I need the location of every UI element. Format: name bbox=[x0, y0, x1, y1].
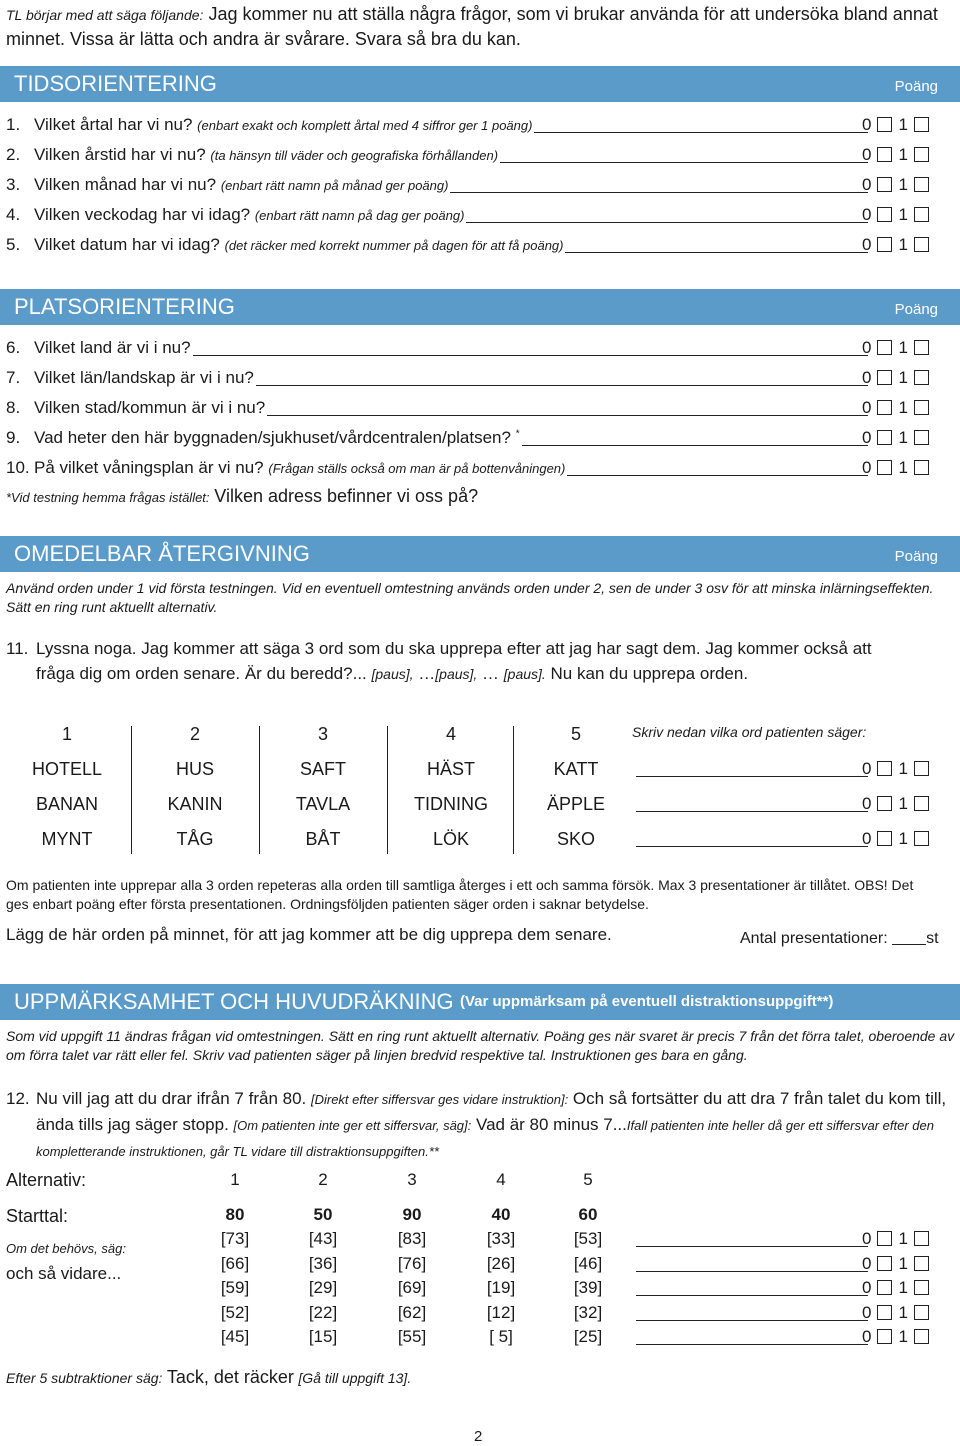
score-checkboxes bbox=[862, 1278, 935, 1298]
expected-answer: [32] bbox=[573, 1302, 603, 1322]
score-one-checkbox[interactable] bbox=[914, 1329, 929, 1344]
answer-line[interactable] bbox=[636, 846, 868, 847]
expected-answer: [52] bbox=[220, 1302, 250, 1322]
score-checkboxes bbox=[862, 368, 935, 388]
alternative-column-header: 1 bbox=[230, 1170, 240, 1189]
score-one-checkbox[interactable] bbox=[914, 430, 929, 445]
answer-line[interactable] bbox=[567, 475, 868, 476]
alternative-column-header: 4 bbox=[496, 1170, 506, 1189]
score-zero-checkbox[interactable] bbox=[877, 796, 892, 811]
expected-answer: [55] bbox=[397, 1327, 427, 1346]
question-number: 12. bbox=[6, 1089, 30, 1108]
expected-answer: [33] bbox=[486, 1229, 516, 1248]
score-checkboxes bbox=[862, 115, 935, 135]
after-question: Tack, det räcker bbox=[166, 1367, 294, 1387]
score-zero-label: 0 bbox=[862, 145, 872, 164]
score-zero-label: 0 bbox=[862, 458, 872, 477]
score-zero-checkbox[interactable] bbox=[877, 207, 892, 222]
question-part-b: [Direkt efter siffersvar ges vidare instruktion]: bbox=[310, 1092, 569, 1107]
answer-line[interactable] bbox=[636, 1320, 868, 1321]
question-row bbox=[6, 428, 520, 448]
start-number[interactable]: 80 bbox=[225, 1205, 245, 1224]
word-column-header: 4 bbox=[445, 724, 456, 744]
score-checkboxes bbox=[862, 1327, 935, 1347]
score-zero-checkbox[interactable] bbox=[877, 147, 892, 162]
section-header-omedelbar bbox=[0, 536, 960, 572]
question-text: Vilken veckodag har vi idag? bbox=[34, 205, 251, 224]
start-label: Starttal: bbox=[6, 1206, 69, 1226]
question-part-a: Nu vill jag att du drar ifrån 7 från 80. bbox=[36, 1089, 307, 1108]
pause-3: [paus]. bbox=[503, 666, 546, 682]
score-one-checkbox[interactable] bbox=[914, 1256, 929, 1271]
score-one-label: 1 bbox=[898, 1278, 908, 1297]
score-zero-label: 0 bbox=[862, 1327, 872, 1346]
recall-word[interactable]: BÅT bbox=[305, 829, 341, 849]
question-part-e: Vad är 80 minus 7... bbox=[476, 1115, 627, 1134]
score-one-checkbox[interactable] bbox=[914, 177, 929, 192]
question-note: (enbart rätt namn på dag ger poäng) bbox=[254, 208, 465, 223]
question-number: 9. bbox=[6, 428, 21, 447]
question-row bbox=[6, 205, 464, 225]
question-row bbox=[6, 175, 448, 195]
write-words-label: Skriv nedan vilka ord patienten säger: bbox=[632, 724, 867, 740]
word-column-header: 2 bbox=[189, 724, 200, 744]
score-checkboxes bbox=[862, 759, 935, 779]
score-zero-checkbox[interactable] bbox=[877, 1329, 892, 1344]
question-row bbox=[6, 145, 498, 165]
footnote-lead: *Vid testning hemma frågas istället: bbox=[6, 490, 210, 505]
score-one-label: 1 bbox=[898, 829, 908, 848]
section-title-note: (Var uppmärksam på eventuell distraktionsuppgift**) bbox=[460, 993, 834, 1010]
score-zero-checkbox[interactable] bbox=[877, 831, 892, 846]
question-number: 5. bbox=[6, 235, 21, 254]
answer-line[interactable] bbox=[636, 811, 868, 812]
score-column-label: Poäng bbox=[894, 548, 938, 565]
answer-line[interactable] bbox=[256, 385, 868, 386]
intro-lead: TL börjar med att säga följande: bbox=[6, 7, 204, 23]
recall-word[interactable]: BANAN bbox=[35, 794, 98, 814]
ellipsis-3: … bbox=[482, 664, 500, 683]
expected-answer: [22] bbox=[308, 1302, 338, 1322]
recall-word[interactable]: HÄST bbox=[426, 759, 475, 779]
expected-answer: [43] bbox=[308, 1229, 338, 1248]
score-one-label: 1 bbox=[898, 398, 908, 417]
recall-word[interactable]: HUS bbox=[175, 759, 214, 779]
recall-word[interactable]: KATT bbox=[553, 759, 599, 779]
question-number: 2. bbox=[6, 145, 21, 164]
expected-answer: [59] bbox=[220, 1278, 250, 1297]
answer-line[interactable] bbox=[636, 1246, 868, 1247]
score-one-label: 1 bbox=[898, 1229, 908, 1248]
recall-word[interactable]: ÄPPLE bbox=[546, 794, 606, 814]
section-header-tidsorientering bbox=[0, 66, 960, 102]
section-header-uppmarksamhet bbox=[0, 984, 960, 1020]
pause-1: [paus], bbox=[371, 666, 414, 682]
section-title: TIDSORIENTERING bbox=[14, 71, 217, 96]
score-checkboxes bbox=[862, 428, 935, 448]
score-checkboxes bbox=[862, 398, 935, 418]
score-one-label: 1 bbox=[898, 428, 908, 447]
intro-text bbox=[6, 2, 960, 51]
score-zero-checkbox[interactable] bbox=[877, 400, 892, 415]
score-one-checkbox[interactable] bbox=[914, 796, 929, 811]
question-text: Vilken årstid har vi nu? bbox=[34, 145, 206, 164]
expected-answer: [36] bbox=[308, 1253, 338, 1273]
score-one-checkbox[interactable] bbox=[914, 340, 929, 355]
recall-word[interactable]: KANIN bbox=[167, 794, 223, 814]
question-row bbox=[6, 338, 191, 358]
score-zero-label: 0 bbox=[862, 398, 872, 417]
start-number[interactable]: 60 bbox=[578, 1205, 598, 1224]
score-checkboxes bbox=[862, 794, 935, 814]
answer-line[interactable] bbox=[522, 445, 868, 446]
question-part-f: Ifall patienten inte heller då ger ett siffersvar efter den kompletterande instruktionen, går TL vidare till distraktionsuppgiften.** bbox=[36, 1118, 934, 1159]
score-zero-checkbox[interactable] bbox=[877, 117, 892, 132]
expected-answer: [66] bbox=[220, 1253, 250, 1273]
score-one-checkbox[interactable] bbox=[914, 207, 929, 222]
score-checkboxes bbox=[862, 1303, 935, 1323]
recall-word[interactable]: TIDNING bbox=[414, 794, 488, 814]
score-zero-label: 0 bbox=[862, 1229, 872, 1248]
question-12 bbox=[6, 1086, 956, 1164]
presentation-count-unit: st bbox=[926, 930, 939, 947]
expected-answer: [53] bbox=[573, 1229, 603, 1248]
score-checkboxes bbox=[862, 458, 935, 478]
question-text: Lyssna noga. Jag kommer att säga 3 ord som du ska upprepa efter att jag har sagt dem. Jag kommer också att fråga dig om orden senare. Är du beredd?... bbox=[36, 639, 872, 683]
remember-instruction: Lägg de här orden på minnet, för att jag kommer att be dig upprepa dem senare. bbox=[6, 925, 612, 944]
score-one-checkbox[interactable] bbox=[914, 831, 929, 846]
score-checkboxes bbox=[862, 1229, 935, 1249]
question-text: På vilket våningsplan är vi nu? bbox=[34, 458, 264, 477]
score-checkboxes bbox=[862, 145, 935, 165]
score-checkboxes bbox=[862, 175, 935, 195]
score-zero-label: 0 bbox=[862, 829, 872, 848]
expected-answer: [46] bbox=[573, 1253, 603, 1273]
expected-answer: [62] bbox=[397, 1302, 427, 1322]
ellipsis-2: … bbox=[418, 664, 436, 683]
instruction-12: Som vid uppgift 11 ändras frågan vid omtestningen. Sätt en ring runt aktuellt alternativ. Poäng ges när svaret är precis 7 från det förra talet, oberoende av om förra talet var rätt eller fel. Skriv vad patienten säger på linjen bredvid respektive tal. Instruktionen ges bara en gång. bbox=[6, 1028, 955, 1063]
section-title: PLATSORIENTERING bbox=[14, 294, 235, 319]
after-lead: Efter 5 subtraktioner säg: bbox=[6, 1370, 163, 1386]
answer-line[interactable] bbox=[193, 355, 868, 356]
recall-word[interactable]: MYNT bbox=[41, 829, 93, 849]
score-zero-checkbox[interactable] bbox=[877, 1256, 892, 1271]
score-zero-label: 0 bbox=[862, 175, 872, 194]
score-checkboxes bbox=[862, 1254, 935, 1274]
score-one-label: 1 bbox=[898, 338, 908, 357]
footnote-home-testing bbox=[6, 486, 478, 507]
question-row bbox=[6, 398, 265, 418]
expected-answer: [76] bbox=[397, 1253, 427, 1273]
score-zero-label: 0 bbox=[862, 1253, 872, 1273]
alternative-label: Alternativ: bbox=[6, 1170, 87, 1190]
expected-answer: [25] bbox=[573, 1327, 603, 1346]
recall-word[interactable]: TÅG bbox=[176, 829, 214, 849]
expected-answer: [15] bbox=[308, 1327, 338, 1346]
score-zero-checkbox[interactable] bbox=[877, 761, 892, 776]
question-end: Nu kan du upprepa orden. bbox=[550, 664, 749, 683]
score-zero-label: 0 bbox=[862, 428, 872, 447]
question-text: Vilken månad har vi nu? bbox=[34, 175, 217, 194]
page-number: 2 bbox=[474, 1428, 483, 1445]
start-number[interactable]: 50 bbox=[313, 1205, 333, 1224]
instruction-11: Använd orden under 1 vid första testningen. Vid en eventuell omtestning används orden under 2, sen de under 3 osv för att minska inlärningseffekten. Sätt en ring runt aktuellt alternativ. bbox=[6, 580, 934, 615]
score-checkboxes bbox=[862, 235, 935, 255]
score-one-label: 1 bbox=[898, 368, 908, 387]
presentation-count-field[interactable] bbox=[892, 944, 926, 945]
question-row bbox=[6, 235, 563, 255]
word-column-header: 3 bbox=[317, 724, 328, 744]
after-note: [Gå till uppgift 13]. bbox=[298, 1370, 412, 1386]
question-text: Vilket län/landskap är vi i nu? bbox=[34, 368, 254, 387]
question-text: Vilken stad/kommun är vi i nu? bbox=[34, 398, 266, 417]
question-text: Vilket datum har vi idag? bbox=[34, 235, 220, 254]
score-one-label: 1 bbox=[898, 205, 908, 224]
if-needed-label: Om det behövs, säg: bbox=[6, 1241, 126, 1256]
recall-word[interactable]: SAFT bbox=[299, 759, 346, 779]
score-zero-checkbox[interactable] bbox=[877, 1305, 892, 1320]
score-column-label: Poäng bbox=[894, 78, 938, 95]
score-zero-checkbox[interactable] bbox=[877, 177, 892, 192]
question-number: 1. bbox=[6, 115, 21, 134]
score-zero-label: 0 bbox=[862, 338, 872, 357]
question-text: Vilket årtal har vi nu? bbox=[34, 115, 193, 134]
question-row bbox=[6, 368, 254, 388]
score-zero-checkbox[interactable] bbox=[877, 1280, 892, 1295]
section-title: UPPMÄRKSAMHET OCH HUVUDRÄKNING bbox=[14, 989, 454, 1014]
question-number: 6. bbox=[6, 338, 21, 357]
answer-line[interactable] bbox=[466, 222, 868, 223]
score-one-label: 1 bbox=[898, 458, 908, 477]
question-number: 11. bbox=[6, 639, 29, 658]
score-checkboxes bbox=[862, 829, 935, 849]
score-one-checkbox[interactable] bbox=[914, 1231, 929, 1246]
section-title: OMEDELBAR ÅTERGIVNING bbox=[14, 541, 310, 566]
question-part-c: Och så fortsätter du att dra 7 från talet du kom till, ända tills jag säger stopp. bbox=[36, 1089, 947, 1134]
score-one-checkbox[interactable] bbox=[914, 1305, 929, 1320]
score-one-checkbox[interactable] bbox=[914, 1280, 929, 1295]
expected-answer: [69] bbox=[397, 1278, 427, 1297]
answer-line[interactable] bbox=[636, 1271, 868, 1272]
question-note: (ta hänsyn till väder och geografiska förhållanden) bbox=[210, 148, 499, 163]
question-note: (Frågan ställs också om man är på bottenvåningen) bbox=[268, 461, 566, 476]
score-one-checkbox[interactable] bbox=[914, 460, 929, 475]
score-checkboxes bbox=[862, 338, 935, 358]
question-row bbox=[6, 115, 532, 135]
start-number[interactable]: 40 bbox=[491, 1205, 511, 1224]
question-text: Vilket land är vi i nu? bbox=[34, 338, 191, 357]
question-note: (det räcker med korrekt nummer på dagen för att få poäng) bbox=[224, 238, 564, 253]
score-one-checkbox[interactable] bbox=[914, 400, 929, 415]
question-number: 3. bbox=[6, 175, 21, 194]
instruction-repeat: Om patienten inte upprepar alla 3 orden repeteras alla orden till samtliga återges i ett och samma försök. Max 3 presentationer är tillåtet. OBS! Det ges enbart poäng efter första presentationen. Ordningsföljden patienten säger orden i saknar betydelse. bbox=[6, 877, 914, 912]
recall-word[interactable]: SKO bbox=[556, 829, 595, 849]
question-row bbox=[6, 458, 565, 478]
score-one-checkbox[interactable] bbox=[914, 147, 929, 162]
expected-answer: [19] bbox=[486, 1278, 516, 1297]
answer-line[interactable] bbox=[534, 132, 868, 133]
expected-answer: [83] bbox=[397, 1229, 427, 1248]
presentation-count bbox=[740, 930, 939, 948]
score-one-checkbox[interactable] bbox=[914, 370, 929, 385]
question-11 bbox=[6, 636, 906, 687]
score-zero-label: 0 bbox=[862, 1302, 872, 1322]
score-one-checkbox[interactable] bbox=[914, 237, 929, 252]
pause-2: [paus], bbox=[435, 666, 478, 682]
expected-answer: [45] bbox=[220, 1327, 250, 1346]
score-zero-label: 0 bbox=[862, 1278, 872, 1297]
presentation-count-label: Antal presentationer: bbox=[740, 930, 888, 947]
score-one-label: 1 bbox=[898, 175, 908, 194]
answer-line[interactable] bbox=[565, 252, 868, 253]
score-zero-label: 0 bbox=[862, 794, 872, 813]
recall-word[interactable]: HOTELL bbox=[31, 759, 103, 779]
question-number: 10. bbox=[6, 458, 30, 477]
expected-answer: [29] bbox=[308, 1278, 338, 1297]
score-zero-checkbox[interactable] bbox=[877, 237, 892, 252]
and-so-on-label: och så vidare... bbox=[6, 1264, 122, 1283]
alternative-column-header: 3 bbox=[407, 1170, 417, 1189]
column-divider bbox=[387, 726, 388, 854]
score-zero-checkbox[interactable] bbox=[877, 1231, 892, 1246]
answer-line[interactable] bbox=[636, 1344, 868, 1345]
column-divider bbox=[513, 726, 514, 854]
question-number: 8. bbox=[6, 398, 21, 417]
column-divider bbox=[131, 726, 132, 854]
question-text: Vad heter den här byggnaden/sjukhuset/vårdcentralen/platsen? bbox=[34, 428, 511, 447]
column-divider bbox=[259, 726, 260, 854]
score-one-label: 1 bbox=[898, 115, 908, 134]
score-one-label: 1 bbox=[898, 145, 908, 164]
answer-line[interactable] bbox=[636, 776, 868, 777]
answer-line[interactable] bbox=[500, 162, 868, 163]
alternative-column-header: 5 bbox=[583, 1170, 593, 1189]
expected-answer: [26] bbox=[486, 1253, 516, 1273]
score-zero-label: 0 bbox=[862, 115, 872, 134]
score-zero-checkbox[interactable] bbox=[877, 340, 892, 355]
footnote-question: Vilken adress befinner vi oss på? bbox=[214, 486, 479, 506]
score-one-label: 1 bbox=[898, 1327, 908, 1346]
score-one-checkbox[interactable] bbox=[914, 761, 929, 776]
word-column-header: 5 bbox=[570, 724, 581, 744]
intro-body: Jag kommer nu att ställa några frågor, som vi brukar använda för att undersöka bland annat minnet. Vissa är lätta och andra är svårare. Svara så bra du kan. bbox=[6, 4, 938, 49]
score-one-checkbox[interactable] bbox=[914, 117, 929, 132]
recall-word[interactable]: LÖK bbox=[432, 829, 470, 849]
question-part-d: [Om patienten inte ger ett siffersvar, säg]: bbox=[233, 1118, 472, 1133]
score-one-label: 1 bbox=[898, 794, 908, 813]
score-zero-checkbox[interactable] bbox=[877, 460, 892, 475]
question-footnote-mark: * bbox=[515, 428, 520, 440]
score-checkboxes bbox=[862, 205, 935, 225]
expected-answer: [ 5] bbox=[489, 1327, 513, 1346]
score-zero-checkbox[interactable] bbox=[877, 370, 892, 385]
expected-answer: [39] bbox=[573, 1278, 603, 1297]
question-note: (enbart rätt namn på månad ger poäng) bbox=[220, 178, 449, 193]
question-note: (enbart exakt och komplett årtal med 4 siffror ger 1 poäng) bbox=[197, 118, 533, 133]
score-column-label: Poäng bbox=[894, 301, 938, 318]
alternative-column-header: 2 bbox=[318, 1170, 328, 1189]
question-number: 7. bbox=[6, 368, 21, 387]
question-number: 4. bbox=[6, 205, 21, 224]
answer-line[interactable] bbox=[450, 192, 868, 193]
score-one-label: 1 bbox=[898, 1253, 908, 1273]
section-header-platsorientering bbox=[0, 289, 960, 325]
score-one-label: 1 bbox=[898, 235, 908, 254]
recall-word[interactable]: TAVLA bbox=[295, 794, 351, 814]
answer-line[interactable] bbox=[636, 1295, 868, 1296]
start-number[interactable]: 90 bbox=[402, 1205, 422, 1224]
score-zero-label: 0 bbox=[862, 235, 872, 254]
score-zero-label: 0 bbox=[862, 205, 872, 224]
expected-answer: [12] bbox=[486, 1302, 516, 1322]
score-zero-checkbox[interactable] bbox=[877, 430, 892, 445]
word-column-header: 1 bbox=[61, 724, 72, 744]
score-one-label: 1 bbox=[898, 759, 908, 778]
score-zero-label: 0 bbox=[862, 759, 872, 778]
after-subtractions bbox=[6, 1367, 411, 1388]
score-one-label: 1 bbox=[898, 1302, 908, 1322]
expected-answer: [73] bbox=[220, 1229, 250, 1248]
answer-line[interactable] bbox=[267, 415, 868, 416]
score-zero-label: 0 bbox=[862, 368, 872, 387]
